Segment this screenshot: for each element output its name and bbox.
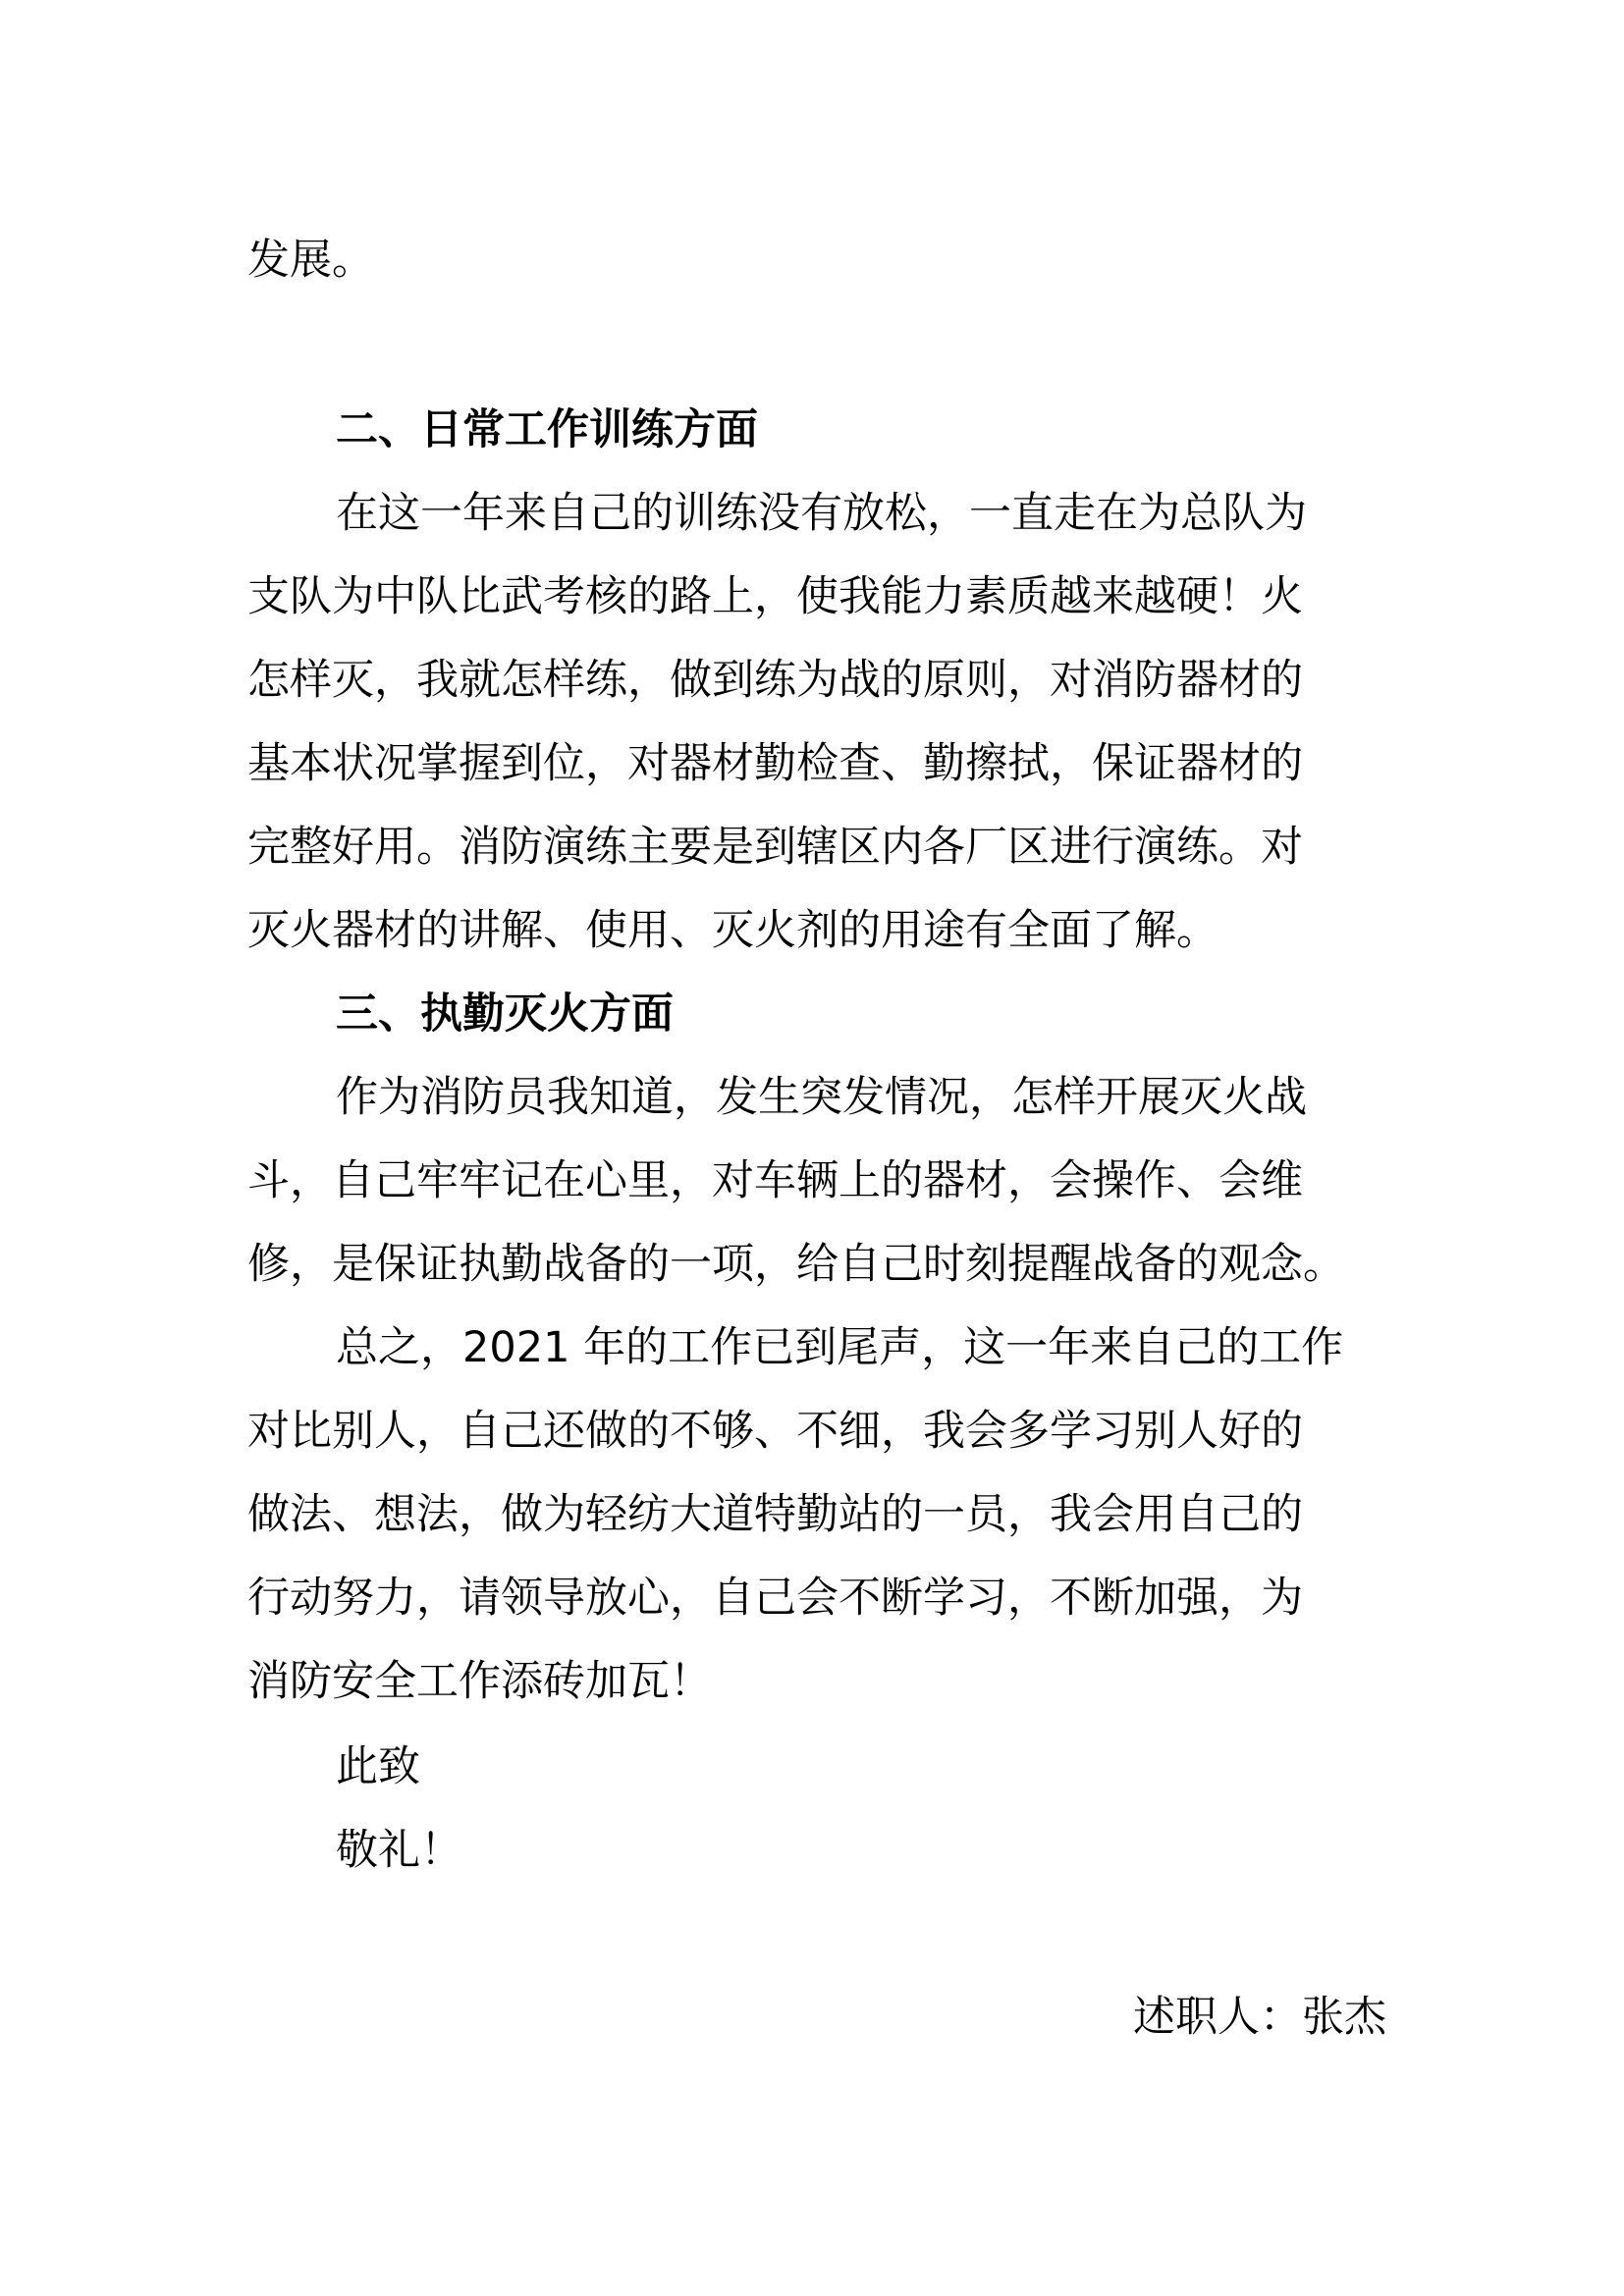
paragraph-line: 在这一年来自己的训练没有放松，一直走在为总队为 [336, 489, 1307, 538]
paragraph-line: 做法、想法，做为轻纺大道特勤站的一员，我会用自己的 [247, 1490, 1303, 1539]
paragraph-line: 消防安全工作添砖加瓦！ [247, 1657, 712, 1706]
closing-salutation: 此致 [336, 1742, 420, 1791]
section-heading-daily-training: 二、日常工作训练方面 [336, 405, 758, 454]
paragraph-line: 行动努力，请领导放心，自己会不断学习，不断加强，为 [247, 1574, 1303, 1623]
paragraph-line: 作为消防员我知道，发生突发情况，怎样开展灭火战 [336, 1073, 1307, 1122]
paragraph-line: 对比别人，自己还做的不够、不细，我会多学习别人好的 [247, 1407, 1303, 1456]
paragraph-line: 怎样灭，我就怎样练，做到练为战的原则，对消防器材的 [247, 656, 1303, 705]
paragraph-line: 总之，2021 年的工作已到尾声，这一年来自己的工作 [336, 1323, 1344, 1372]
paragraph-line: 基本状况掌握到位，对器材勤检查、勤擦拭，保证器材的 [247, 739, 1303, 788]
closing-regards: 敬礼！ [336, 1826, 462, 1875]
opening-line: 发展。 [247, 236, 374, 285]
paragraph-line: 完整好用。消防演练主要是到辖区内各厂区进行演练。对 [247, 823, 1303, 872]
paragraph-line: 灭火器材的讲解、使用、灭火剂的用途有全面了解。 [247, 906, 1218, 955]
paragraph-line: 斗，自己牢牢记在心里，对车辆上的器材，会操作、会维 [247, 1156, 1303, 1205]
section-heading-duty-firefighting: 三、执勤灭火方面 [336, 989, 674, 1039]
paragraph-line: 支队为中队比武考核的路上，使我能力素质越来越硬！火 [247, 572, 1303, 621]
paragraph-line: 修，是保证执勤战备的一项，给自己时刻提醒战备的观念。 [247, 1240, 1345, 1289]
signature: 述职人：张杰 [1133, 1993, 1386, 2042]
